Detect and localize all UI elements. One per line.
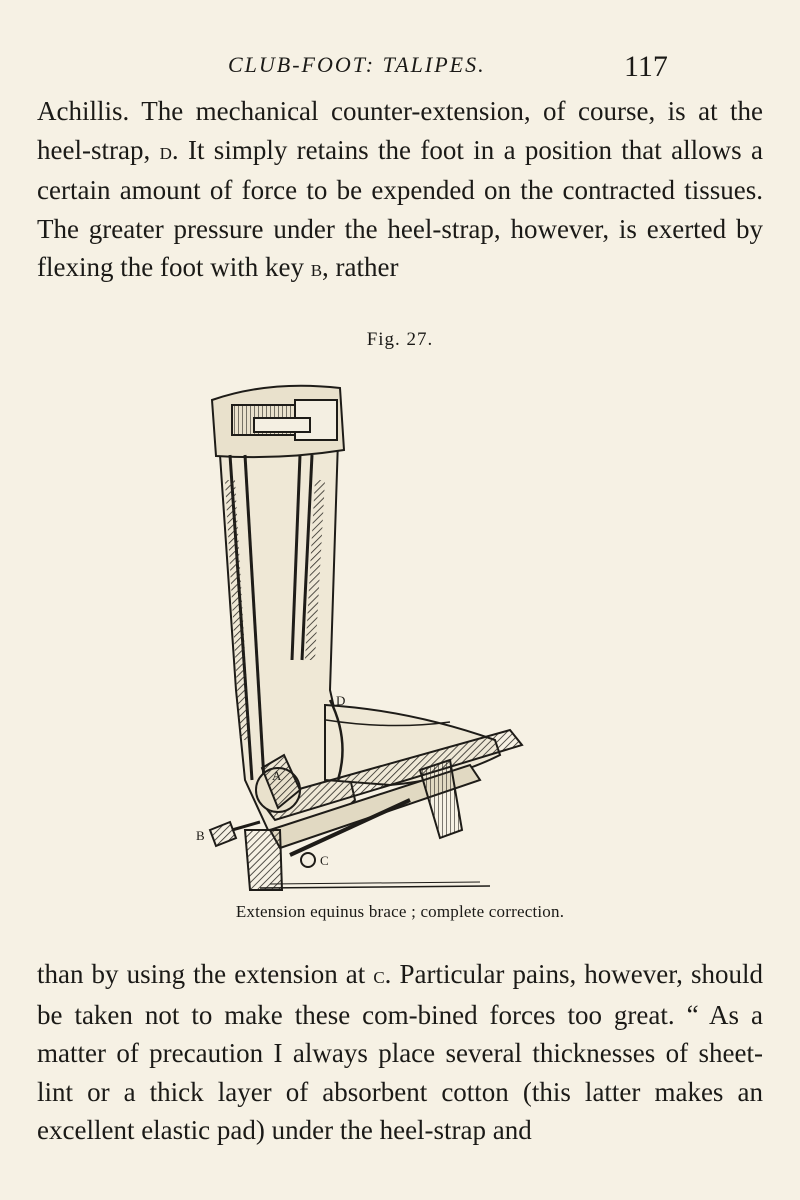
paragraph-top-text-1: Achillis. The mechanical counter-extension, of course, is at the heel-strap, — [37, 96, 763, 165]
running-title: CLUB-FOOT: TALIPES. — [228, 52, 486, 77]
page-number: 117 — [624, 50, 668, 83]
paragraph-top — [37, 92, 763, 289]
paragraph-top-text-2: . It simply retains the foot in a position that allows a certain amount of force to be expended on the contracted tissues. The greater pressure under the heel-strap, however, is exerted by flexing the foot with key — [37, 134, 763, 282]
letter-b-ref: b — [310, 255, 323, 282]
figure-label: Fig. 27. — [366, 329, 434, 350]
figure-illustration — [150, 360, 550, 900]
paragraph-top-text-3: , rather — [322, 252, 399, 282]
paragraph-bottom-text-1: than by using the extension at — [37, 959, 374, 989]
running-head — [0, 46, 800, 86]
figure-letter-a: A — [272, 768, 282, 783]
figure-letter-d: D — [336, 693, 346, 708]
paragraph-bottom-text-2: . Particular pains, however, should be taken not to make these com-bined forces too great. “ As a matter of precaution I always place several thicknesses of sheet-lint or a thick layer of absorbent cotton (this latter makes an excellent elastic pad) under the heel-strap and — [37, 959, 763, 1145]
letter-d-ref: d — [159, 137, 172, 165]
figure-letter-b: B — [196, 828, 205, 843]
paragraph-bottom — [37, 955, 763, 1150]
figure-caption: Extension equinus brace ; complete correction. — [235, 902, 565, 921]
letter-c-ref: c — [373, 962, 385, 989]
figure-letter-c: C — [320, 853, 329, 868]
